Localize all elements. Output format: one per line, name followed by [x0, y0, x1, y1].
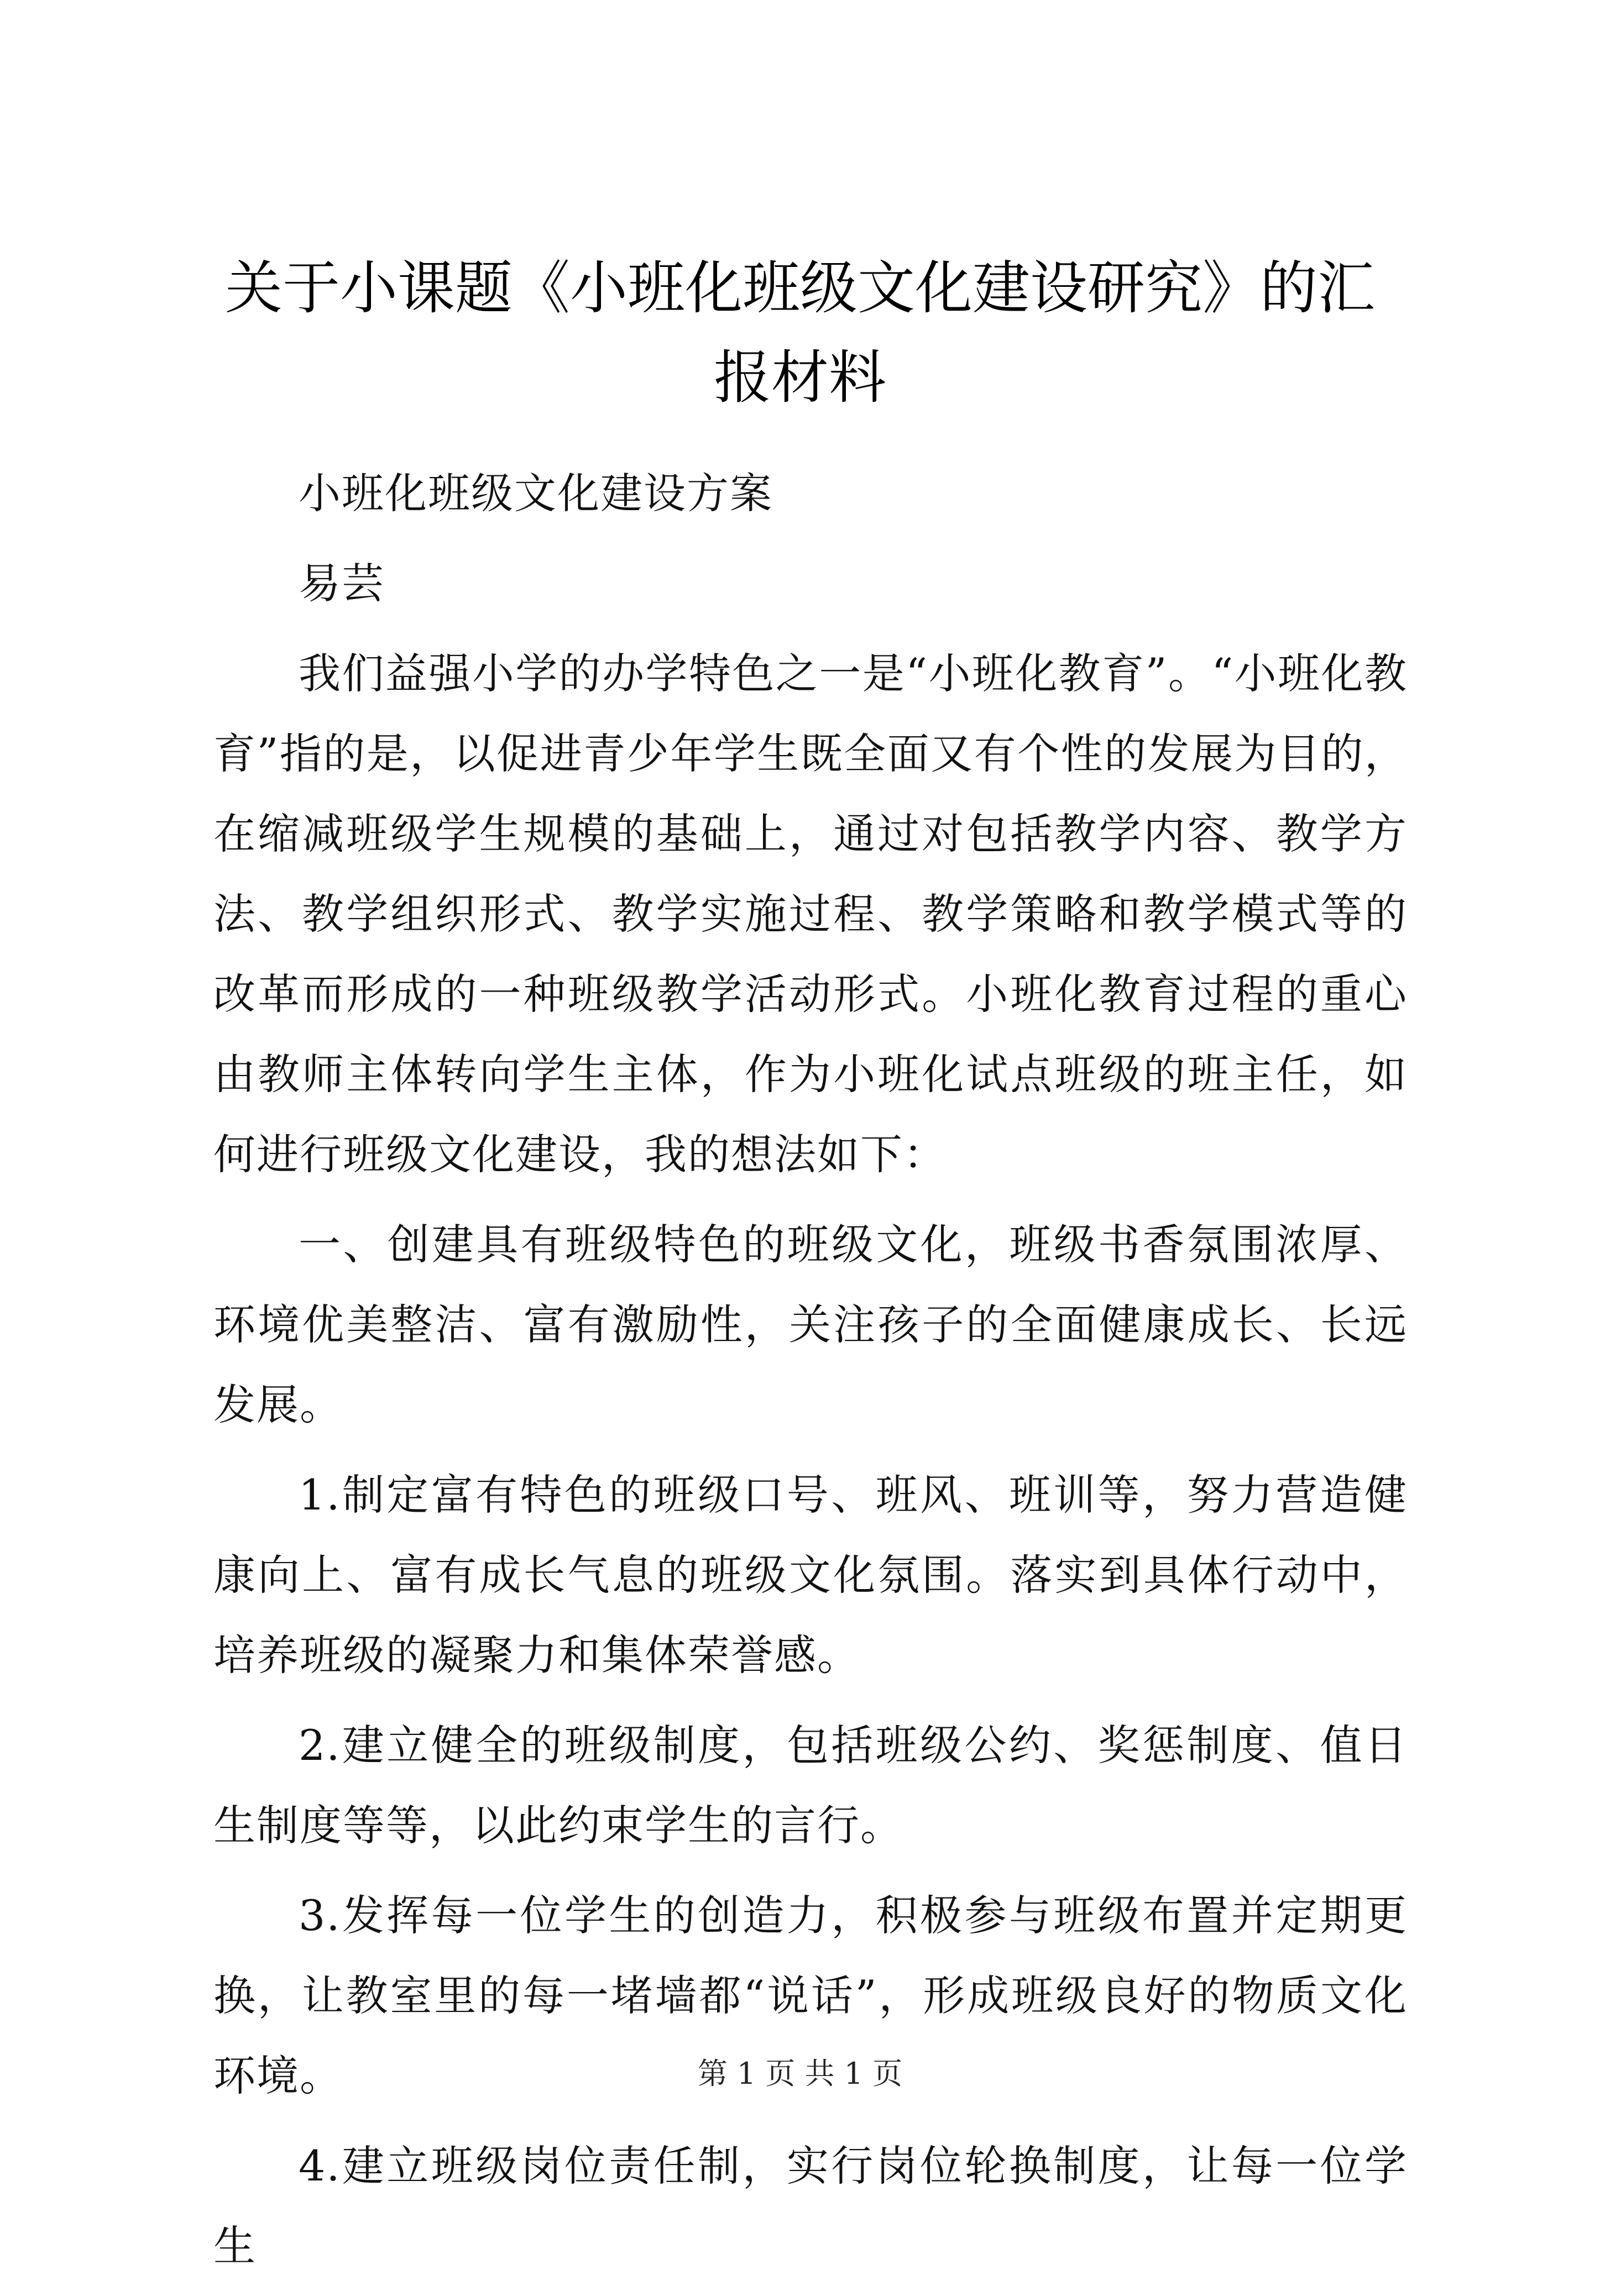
intro-paragraph: 我们益强小学的办学特色之一是“小班化教育”。“小班化教育”指的是，以促进青少年学生既全面又有个性的发展为目的，在缩减班级学生规模的基础上，通过对包括教学内容、教学方法、教学组织形式、教学实施过程、教学策略和教学模式等的改革而形成的一种班级教学活动形式。小班化教育过程的重心由教师主体转向学生主体，作为小班化试点班级的班主任，如何进行班级文化建设，我的想法如下： [213, 649, 1408, 1179]
title-line-2: 报材料 [713, 344, 886, 411]
title-line-1: 关于小课题《小班化班级文化建设研究》的汇 [224, 254, 1375, 322]
page-footer: 第 1 页 共 1 页 [697, 2056, 903, 2091]
item-3-paragraph: 3.发挥每一位学生的创造力，积极参与班级布置并定期更换，让教室里的每一堵墙都“说话”，形成班级良好的物质文化环境。 [213, 1891, 1408, 2100]
document-body [213, 453, 1408, 2296]
item-4-paragraph: 4.建立班级岗位责任制，实行岗位轮换制度，让每一位学生 [213, 2141, 1408, 2271]
document-title [188, 243, 1412, 422]
author-paragraph: 易芸 [299, 559, 385, 608]
item-1-paragraph: 1.制定富有特色的班级口号、班风、班训等，努力营造健康向上、富有成长气息的班级文化氛围。落实到具体行动中，培养班级的凝聚力和集体荣誉感。 [213, 1470, 1408, 1680]
section-one-paragraph: 一、创建具有班级特色的班级文化，班级书香氛围浓厚、环境优美整洁、富有激励性，关注孩子的全面健康成长、长远发展。 [213, 1220, 1408, 1429]
item-2-paragraph: 2.建立健全的班级制度，包括班级公约、奖惩制度、值日生制度等等，以此约束学生的言行。 [213, 1721, 1408, 1850]
subtitle-paragraph: 小班化班级文化建设方案 [299, 469, 773, 518]
